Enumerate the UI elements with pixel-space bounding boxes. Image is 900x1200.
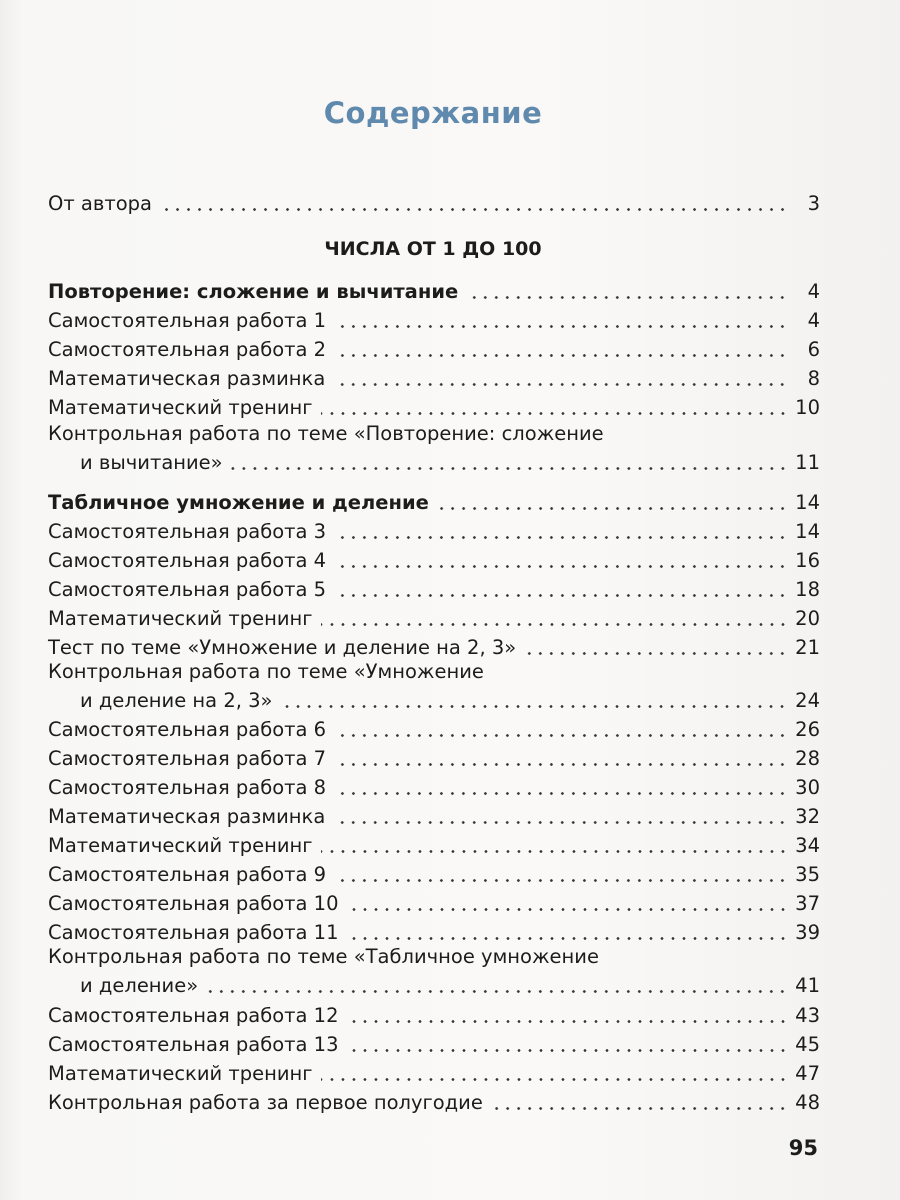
toc-entry-label: Математический тренинг bbox=[48, 1062, 313, 1085]
leader-dots bbox=[206, 990, 788, 993]
leader-dots bbox=[466, 296, 788, 299]
toc-entry-page: 16 bbox=[795, 549, 820, 572]
toc-entry bbox=[48, 743, 820, 772]
section-heading: ЧИСЛА ОТ 1 ДО 100 bbox=[324, 238, 542, 260]
toc-entry-page: 14 bbox=[795, 491, 820, 514]
toc-entry-label: Математический тренинг bbox=[48, 607, 313, 630]
toc-entry bbox=[48, 545, 820, 574]
toc-entry bbox=[48, 801, 820, 830]
toc-entry-label: Повторение: сложение и вычитание bbox=[48, 280, 459, 303]
toc-entry-page: 20 bbox=[795, 607, 820, 630]
leader-dots bbox=[334, 763, 788, 766]
toc-entry-label: Самостоятельная работа 13 bbox=[48, 1033, 339, 1056]
toc-entry-label: Математический тренинг bbox=[48, 396, 313, 419]
toc-entry bbox=[48, 392, 820, 421]
toc-entry bbox=[48, 917, 820, 946]
toc-entry bbox=[48, 859, 820, 888]
toc-entry bbox=[48, 1087, 820, 1116]
toc-entry bbox=[48, 970, 820, 999]
toc-entry-label-line2: и вычитание» bbox=[80, 451, 223, 474]
toc-entry bbox=[48, 888, 820, 917]
leader-dots bbox=[334, 354, 788, 357]
toc-entry-page: 8 bbox=[807, 367, 820, 390]
toc-entry bbox=[48, 603, 820, 632]
toc-entry bbox=[48, 574, 820, 603]
toc-entry bbox=[48, 447, 820, 476]
toc-entry-label-line1: Контрольная работа по теме «Повторение: сложение bbox=[48, 422, 604, 445]
toc-entry-page: 10 bbox=[795, 396, 820, 419]
toc-entry-page: 41 bbox=[795, 974, 820, 997]
toc-entry-label: Математический тренинг bbox=[48, 834, 313, 857]
toc-entry-page: 35 bbox=[795, 863, 820, 886]
toc-entry-label: Контрольная работа за первое полугодие bbox=[48, 1091, 483, 1114]
leader-dots bbox=[347, 1049, 789, 1052]
leader-dots bbox=[333, 383, 788, 386]
toc-entry-label: Самостоятельная работа 11 bbox=[48, 921, 339, 944]
toc-entry-label: Табличное умножение и деление bbox=[48, 491, 429, 514]
toc-entry bbox=[48, 830, 820, 859]
leader-dots bbox=[321, 1078, 788, 1081]
toc-entry-label: Самостоятельная работа 1 bbox=[48, 309, 327, 332]
toc-entry bbox=[48, 188, 820, 217]
leader-dots bbox=[321, 623, 788, 626]
toc-entry bbox=[48, 516, 820, 545]
toc-section-entry bbox=[48, 487, 820, 516]
toc-entry bbox=[48, 1000, 820, 1029]
toc-entry-label-line1: Контрольная работа по теме «Табличное умножение bbox=[48, 945, 599, 968]
toc-entry-page: 3 bbox=[807, 192, 820, 215]
toc-entry-page: 14 bbox=[795, 520, 820, 543]
toc-entry-label: Самостоятельная работа 4 bbox=[48, 549, 327, 572]
toc-entry-page: 37 bbox=[795, 892, 820, 915]
toc-entry bbox=[48, 305, 820, 334]
leader-dots bbox=[160, 208, 788, 211]
toc-entry-label-line1: Контрольная работа по теме «Умножение bbox=[48, 660, 484, 683]
toc-entry-page: 26 bbox=[795, 718, 820, 741]
leader-dots bbox=[334, 325, 788, 328]
leader-dots bbox=[347, 908, 789, 911]
toc-entry-page: 47 bbox=[795, 1062, 820, 1085]
toc-entry-label: Математическая разминка bbox=[48, 367, 326, 390]
toc-entry bbox=[48, 1029, 820, 1058]
toc-entry-label: Самостоятельная работа 12 bbox=[48, 1004, 339, 1027]
leader-dots bbox=[524, 652, 788, 655]
toc-entry-page: 24 bbox=[795, 689, 820, 712]
toc-entry bbox=[48, 632, 820, 661]
toc-entry-page: 30 bbox=[795, 776, 820, 799]
page-number: 95 bbox=[788, 1136, 818, 1160]
leader-dots bbox=[334, 594, 788, 597]
toc-entry-page: 43 bbox=[795, 1004, 820, 1027]
leader-dots bbox=[437, 507, 788, 510]
leader-dots bbox=[333, 821, 788, 824]
leader-dots bbox=[334, 536, 788, 539]
toc-entry-page: 32 bbox=[795, 805, 820, 828]
toc-entry-label: Самостоятельная работа 3 bbox=[48, 520, 327, 543]
toc-entry-page: 6 bbox=[807, 338, 820, 361]
toc-entry-page: 39 bbox=[795, 921, 820, 944]
toc-entry-page: 4 bbox=[807, 280, 820, 303]
toc-entry-label: Самостоятельная работа 7 bbox=[48, 747, 327, 770]
toc-entry-label-line2: и деление» bbox=[80, 974, 199, 997]
toc-entry-label-line2: и деление на 2, 3» bbox=[80, 689, 273, 712]
toc-entry-page: 45 bbox=[795, 1033, 820, 1056]
leader-dots bbox=[334, 792, 788, 795]
leader-dots bbox=[321, 850, 788, 853]
toc-entry-page: 11 bbox=[795, 451, 820, 474]
toc-entry-label: Самостоятельная работа 6 bbox=[48, 718, 327, 741]
toc-entry-page: 18 bbox=[795, 578, 820, 601]
leader-dots bbox=[347, 1020, 789, 1023]
toc-entry bbox=[48, 334, 820, 363]
leader-dots bbox=[334, 879, 788, 882]
toc-entry-label: Самостоятельная работа 2 bbox=[48, 338, 327, 361]
toc-entry-page: 34 bbox=[795, 834, 820, 857]
toc-entry bbox=[48, 772, 820, 801]
toc-entry-label: Самостоятельная работа 8 bbox=[48, 776, 327, 799]
leader-dots bbox=[231, 467, 788, 470]
toc-section-entry bbox=[48, 276, 820, 305]
toc-entry bbox=[48, 685, 820, 714]
page-title: Содержание bbox=[323, 96, 543, 130]
toc-entry-label: Самостоятельная работа 9 bbox=[48, 863, 327, 886]
leader-dots bbox=[347, 937, 789, 940]
toc-entry-page: 28 bbox=[795, 747, 820, 770]
toc-entry bbox=[48, 363, 820, 392]
toc-entry bbox=[48, 1058, 820, 1087]
leader-dots bbox=[334, 734, 788, 737]
toc-entry-label: Самостоятельная работа 5 bbox=[48, 578, 327, 601]
toc-entry-page: 21 bbox=[795, 636, 820, 659]
toc-entry bbox=[48, 714, 820, 743]
leader-dots bbox=[334, 565, 788, 568]
toc-entry-page: 4 bbox=[807, 309, 820, 332]
toc-entry-label: Математическая разминка bbox=[48, 805, 326, 828]
leader-dots bbox=[280, 705, 788, 708]
toc-entry-label: От автора bbox=[48, 192, 152, 215]
toc-entry-label: Тест по теме «Умножение и деление на 2, 3» bbox=[48, 636, 517, 659]
toc-entry-label: Самостоятельная работа 10 bbox=[48, 892, 339, 915]
leader-dots bbox=[491, 1107, 788, 1110]
toc-entry-page: 48 bbox=[795, 1091, 820, 1114]
leader-dots bbox=[321, 412, 788, 415]
